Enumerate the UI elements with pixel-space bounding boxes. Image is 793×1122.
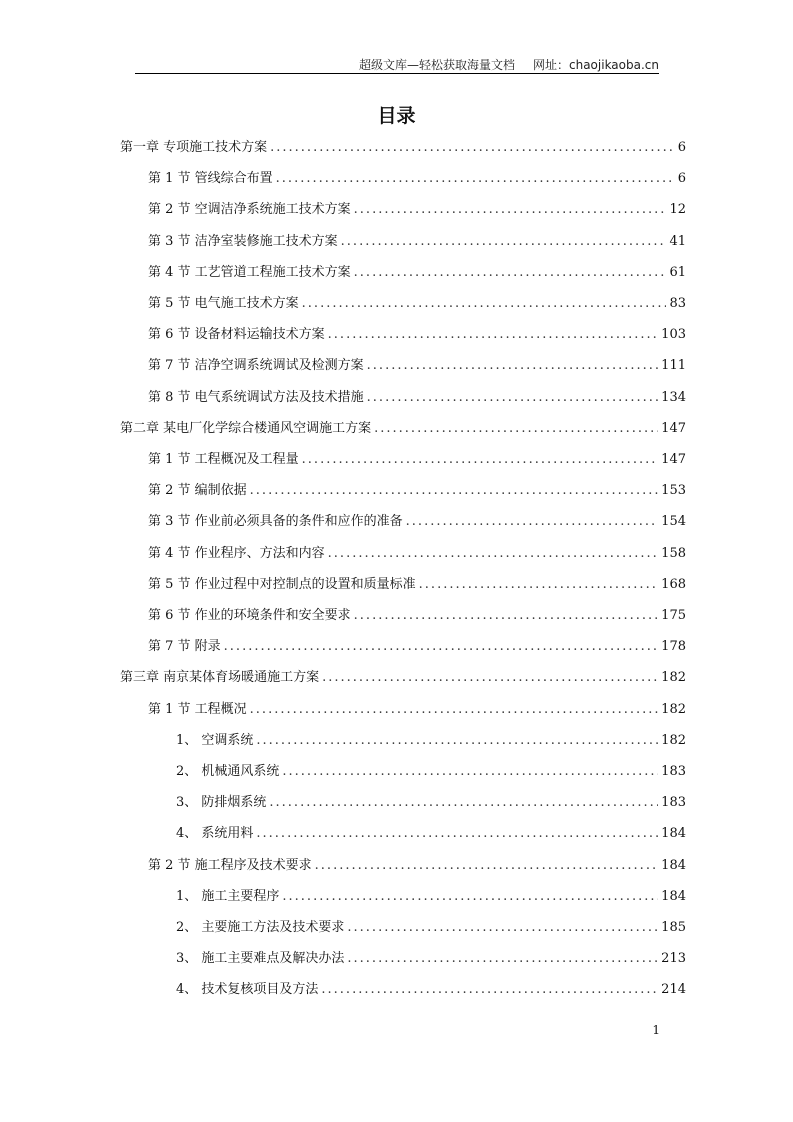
toc-entry[interactable] bbox=[120, 419, 686, 439]
toc-dot-leader bbox=[315, 856, 659, 876]
toc-dot-leader bbox=[347, 949, 658, 969]
toc-entry-page: 183 bbox=[661, 795, 686, 811]
toc-entry[interactable] bbox=[148, 169, 686, 189]
toc-dot-leader bbox=[367, 356, 659, 376]
toc-entry[interactable] bbox=[120, 138, 686, 158]
toc-entry-page: 61 bbox=[669, 264, 686, 280]
toc-dot-leader bbox=[250, 481, 659, 501]
toc-entry-page: 185 bbox=[661, 920, 686, 935]
toc-entry-page: 134 bbox=[661, 389, 686, 405]
toc-entry-label: 第 2 节 施工程序及技术要求 bbox=[148, 857, 312, 873]
toc-entry[interactable] bbox=[148, 544, 686, 564]
toc-entry-page: 103 bbox=[661, 327, 686, 343]
toc-entry-label: 2、 机械通风系统 bbox=[176, 764, 280, 779]
toc-entry[interactable] bbox=[176, 918, 686, 938]
toc-entry-label: 第 5 节 电气施工技术方案 bbox=[148, 296, 299, 311]
toc-entry-page: 111 bbox=[661, 358, 686, 374]
header-site-name: 超级文库—轻松获取海量文档 bbox=[358, 58, 515, 72]
page-header bbox=[135, 56, 659, 73]
toc-entry[interactable] bbox=[148, 388, 686, 408]
toc-entry-page: 168 bbox=[661, 576, 686, 592]
toc-dot-leader bbox=[406, 512, 659, 532]
toc-entry[interactable] bbox=[148, 232, 686, 252]
toc-entry[interactable] bbox=[176, 949, 686, 969]
toc-entry[interactable] bbox=[148, 356, 686, 376]
toc-entry[interactable] bbox=[148, 575, 686, 595]
toc-dot-leader bbox=[224, 637, 659, 657]
page-title: 目录 bbox=[377, 105, 416, 127]
toc-dot-leader bbox=[270, 138, 675, 158]
toc-entry-label: 第 2 节 空调洁净系统施工技术方案 bbox=[148, 202, 351, 218]
toc-entry-page: 154 bbox=[661, 514, 686, 530]
toc-entry[interactable] bbox=[148, 856, 686, 876]
toc-entry[interactable] bbox=[148, 294, 686, 314]
toc-entry-page: 153 bbox=[661, 483, 686, 499]
toc-dot-leader bbox=[328, 544, 659, 564]
toc-entry-page: 178 bbox=[661, 639, 686, 655]
toc-entry-page: 183 bbox=[661, 764, 686, 779]
toc-entry-page: 6 bbox=[677, 171, 686, 187]
toc-dot-leader bbox=[354, 200, 667, 220]
toc-dot-leader bbox=[419, 575, 659, 595]
toc-entry[interactable] bbox=[148, 325, 686, 345]
toc-dot-leader bbox=[374, 419, 658, 439]
header-url: 网址：chaojikaoba.cn bbox=[533, 58, 659, 72]
toc-entry-label: 第 4 节 作业程序、方法和内容 bbox=[148, 545, 325, 561]
toc-entry[interactable] bbox=[176, 887, 686, 907]
toc-entry-label: 第 7 节 附录 bbox=[148, 639, 221, 655]
toc-entry-label: 第 6 节 设备材料运输技术方案 bbox=[148, 327, 325, 343]
toc-entry-label: 第 5 节 作业过程中对控制点的设置和质量标准 bbox=[148, 576, 416, 592]
toc-entry-label: 第 2 节 编制依据 bbox=[148, 483, 247, 499]
toc-entry-page: 184 bbox=[661, 888, 686, 904]
toc-entry-label: 4、 系统用料 bbox=[176, 826, 254, 842]
toc-entry-page: 175 bbox=[661, 608, 686, 623]
page-number: 1 bbox=[652, 1023, 660, 1037]
toc-entry[interactable] bbox=[148, 700, 686, 720]
toc-entry-page: 41 bbox=[669, 233, 686, 249]
toc-dot-leader bbox=[276, 169, 675, 189]
toc-entry[interactable] bbox=[176, 731, 686, 751]
toc-entry[interactable] bbox=[148, 606, 686, 626]
toc-entry-label: 第 1 节 工程概况及工程量 bbox=[148, 452, 299, 467]
toc-entry-label: 1、 施工主要程序 bbox=[176, 888, 280, 904]
toc-dot-leader bbox=[302, 450, 659, 470]
toc-dot-leader bbox=[354, 263, 667, 283]
toc-dot-leader bbox=[322, 668, 658, 688]
toc-entry[interactable] bbox=[148, 263, 686, 283]
toc-entry[interactable] bbox=[148, 512, 686, 532]
toc-entry[interactable] bbox=[148, 200, 686, 220]
toc-entry[interactable] bbox=[148, 481, 686, 501]
toc-dot-leader bbox=[328, 325, 659, 345]
toc-entry-page: 182 bbox=[661, 732, 686, 748]
toc-entry-label: 第 1 节 工程概况 bbox=[148, 701, 247, 717]
toc-entry[interactable] bbox=[176, 980, 686, 1000]
toc-dot-leader bbox=[321, 980, 658, 1000]
toc-entry[interactable] bbox=[148, 637, 686, 657]
toc-entry-label: 第三章 南京某体育场暖通施工方案 bbox=[120, 670, 320, 686]
toc-entry-label: 第 3 节 作业前必须具备的条件和应作的准备 bbox=[148, 514, 403, 530]
toc-entry[interactable] bbox=[176, 824, 686, 844]
toc-entry[interactable] bbox=[176, 793, 686, 813]
toc-entry-page: 12 bbox=[669, 202, 686, 218]
toc-entry-page: 147 bbox=[661, 420, 686, 436]
toc-entry-page: 184 bbox=[661, 826, 686, 842]
toc-entry-page: 214 bbox=[661, 982, 686, 998]
toc-entry-label: 第 7 节 洁净空调系统调试及检测方案 bbox=[148, 358, 364, 374]
toc-entry-label: 3、 施工主要难点及解决办法 bbox=[176, 951, 345, 967]
toc-entry-label: 第 6 节 作业的环境条件和安全要求 bbox=[148, 608, 351, 623]
toc-entry[interactable] bbox=[176, 762, 686, 782]
toc-entry-page: 184 bbox=[661, 857, 686, 873]
toc-dot-leader bbox=[354, 606, 659, 626]
toc-dot-leader bbox=[282, 762, 658, 782]
toc-dot-leader bbox=[367, 388, 659, 408]
toc-entry-label: 第 1 节 管线综合布置 bbox=[148, 171, 273, 187]
toc-entry-label: 3、 防排烟系统 bbox=[176, 795, 267, 811]
toc-dot-leader bbox=[250, 700, 659, 720]
toc-entry-label: 第 4 节 工艺管道工程施工技术方案 bbox=[148, 264, 351, 280]
toc-entry-page: 213 bbox=[661, 951, 686, 967]
toc-entry-label: 第 8 节 电气系统调试方法及技术措施 bbox=[148, 389, 364, 405]
toc-entry-label: 1、 空调系统 bbox=[176, 732, 254, 748]
toc-entry-label: 第二章 某电厂化学综合楼通风空调施工方案 bbox=[120, 420, 372, 436]
toc-entry-page: 182 bbox=[661, 701, 686, 717]
header-divider bbox=[135, 73, 659, 74]
toc-dot-leader bbox=[302, 294, 667, 314]
toc-entry-page: 6 bbox=[677, 140, 686, 155]
toc-entry-page: 158 bbox=[661, 545, 686, 561]
toc-entry[interactable] bbox=[148, 450, 686, 470]
toc-dot-leader bbox=[256, 824, 658, 844]
toc-entry-label: 2、 主要施工方法及技术要求 bbox=[176, 920, 345, 935]
toc-dot-leader bbox=[341, 232, 667, 252]
toc-entry-label: 第 3 节 洁净室装修施工技术方案 bbox=[148, 233, 338, 249]
toc-entry-page: 182 bbox=[661, 670, 686, 686]
toc-dot-leader bbox=[282, 887, 658, 907]
toc-entry-label: 第一章 专项施工技术方案 bbox=[120, 140, 268, 155]
toc-entry[interactable] bbox=[120, 668, 686, 688]
toc-entry-page: 147 bbox=[661, 452, 686, 467]
toc-dot-leader bbox=[269, 793, 658, 813]
toc-dot-leader bbox=[347, 918, 658, 938]
toc-entry-label: 4、 技术复核项目及方法 bbox=[176, 982, 319, 998]
toc-entry-page: 83 bbox=[669, 296, 686, 311]
toc-dot-leader bbox=[256, 731, 658, 751]
